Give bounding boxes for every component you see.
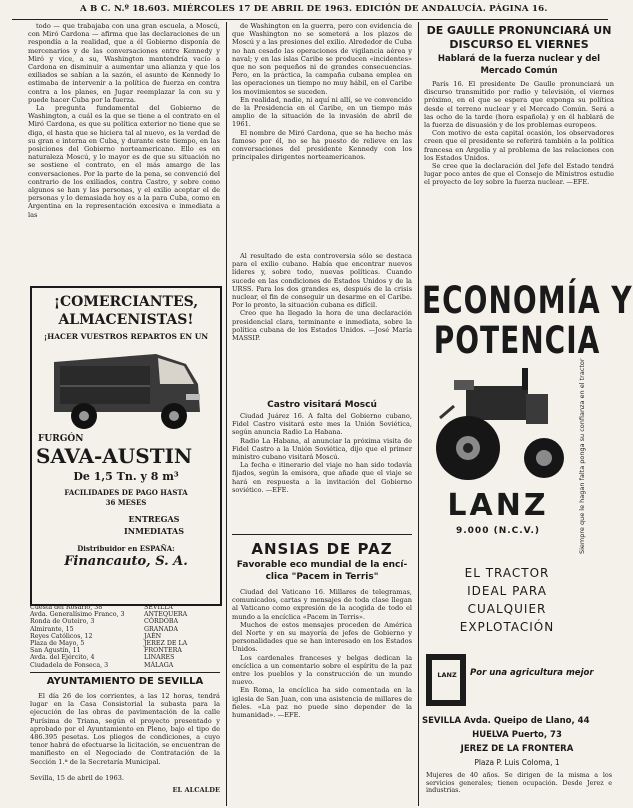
lanz-logo-mark — [424, 652, 468, 708]
ayto-notice: El día 26 de los corrientes, a las 12 horas, tendrá lugar en la Casa Consistorial la subasta para la ejecución de las obras de pavimentación de la calle Purísima de Triana, según el proyecto presentado y aprobado por el Ayuntamiento en Pleno, bajo el tipo de 486.395 pesetas. Los pliegos de condiciones, a cuyo tenor habrá de efectuarse la licitación, se encuentran de manifiesto en el Negociado de Contratación de la Sección 1.ª de la Secretaría Municipal. — [30, 692, 220, 766]
lanz-dealer-3: JEREZ DE LA FRONTERA — [460, 744, 574, 754]
lanz-slogan-line3: CUALQUIER — [467, 602, 547, 616]
article-cuba-continuation: todo — que trabajaba con una gran escuela, a Moscú, con Miró Cardona — afirma que las declaraciones de un respondía a la realidad, que a él Gobierno disponía de mercenarios y de las conversaciones entre Kennedy y Miró y vice, a su, Washington mantendría vacío a Cardona en disminuir a aumentar una alianza y que los exiliados se sabían a la sazón, el asunto de Kennedy lo estimaba de intervenir a la política de fuerza en contra contra a los planes, en Jugar reemplazar la con su y puede hacer Cuba por la fuerza. La pregunta fundamental del Gobierno de Washington, a cuál es la que se tiene a el contrato en el Miró Cardona, es que su política exterior no tiene que se diga, el hasta que se hiciera tal al nuevo, es la verdad de su gran e interna en Cuba, y durante este tiempo, en las posiciones del Gobierno norteamericano. Ello es en naturaleza Moscú, y lo mayor es de que su situación no se sostiene el contrato, en el más amargo de las conversaciones. Por la parte de la pena, se convenció del contrario de los exiliados, contra Castro, y sobre como algunos se han y las personas, y el exilio aceptar el de personas y lo demasiada hoy es a la para Cuba, como en Argentina en la representación excesiva e inmediata a las — [28, 22, 220, 219]
gaulle-sub-line1: Hablará de la fuerza nuclear y del — [437, 54, 601, 64]
ad-payment-line2: 36 MESES — [105, 498, 147, 507]
paz-rule — [232, 534, 412, 535]
paz-article: Ciudad del Vaticano 16. Millares de telegramas, comunicados, cartas y mensajes de toda clase llegan al Vaticano como expresión de la acogida de todo el mundo a la encíclica «Pacem in Terris». Muchos de estos mensajes proceden de América del Norte y en su mayoría de jefes de Gobierno y personalidades que se han interesado en los Estados Unidos. Los cardenales franceses y belgas dedican la encíclica a un comentario sobre el espíritu de la paz entre los pueblos y la construcción de un mundo nuevo. En Roma, la encíclica ha sido comentada en la iglesia de San Juan, con una asistencia de millares de fieles. «La paz no puede sino depender de la humanidad». —EFE. — [232, 588, 412, 720]
column-divider-1 — [226, 22, 227, 806]
lanz-bottom-text: Mujeres de 40 años. Se dirigen de la misma a los servicios generales; tienen ocupación. Desde Jerez e industrias. — [426, 771, 612, 795]
ad-capacity: De 1,5 Tn. y 8 m³ — [73, 470, 179, 483]
ad-title-line2: ALMACENISTAS! — [58, 312, 194, 328]
ad-addresses-left: Cuesta del Rosario, 38 Avda. Generalísimo Franco, 3 Ronda de Outeiro, 3 Almirante, 15 Reyes Católicos, 12 Plaza de Mayo, 5 San Agustín, 11 Avda. del Ejército, 4 — [30, 604, 125, 662]
ad-title-line1: ¡COMERCIANTES, — [53, 294, 199, 310]
lanz-model: 9.000 (N.C.V.) — [455, 526, 541, 536]
lanz-slogan-line2: IDEAL PARA — [467, 584, 547, 598]
ad-delivery-line2: INMEDIATAS — [124, 526, 184, 536]
lanz-tagline: Por una agricultura mejor — [470, 668, 594, 678]
lanz-headline-line2: POTENCIA — [433, 318, 601, 363]
ad-address-last: Ciudadela de Fonseca, 3 — [30, 662, 109, 669]
gaulle-title-line1: DE GAULLE PRONUNCIARÁ UN — [426, 24, 612, 37]
paz-title: ANSIAS DE PAZ — [251, 540, 393, 558]
ad-lanz — [422, 274, 633, 804]
lanz-slogan-line1: EL TRACTOR — [464, 566, 550, 580]
ad-sava-austin — [30, 286, 222, 606]
ad-brand-line1: FURGÓN — [38, 434, 84, 444]
ad-distributor-name: Financauto, S. A. — [64, 554, 188, 569]
gaulle-title-line2: DISCURSO EL VIERNES — [449, 38, 589, 51]
lanz-vertical-text: Siempre que le hagan falta ponga su confianza en el tractor — [578, 358, 586, 554]
header-rule — [12, 19, 608, 20]
article-cuba-conclusion: Al resultado de esta controversia sólo se destaca para el exilio cubano. Había que encontrar nuevos líderes y, sobre todo, nuevas políticas. Cuando sucede en las condiciones de Estados Unidos y de la URSS. Para los dos grandes es, después de la crisis nuclear, el fin de conseguir un desarme en el Caribe. Por lo pronto, la situación cubana es difícil. Creo que ha llegado la hora de una declaración presidencial clara, terminante e inmediata, sobre la política cubana de los Estados Unidos. —José María MASSIP. — [232, 252, 412, 343]
gaulle-sub-line2: Mercado Común — [480, 66, 558, 76]
ayto-date: Sevilla, 15 de abril de 1963. — [30, 774, 125, 782]
lanz-logo-block — [424, 652, 612, 712]
lanz-brand: LANZ — [447, 488, 549, 523]
ad-brand-line2: SAVA-AUSTIN — [36, 444, 193, 468]
page-header: A B C. N.º 18.603. MIÉRCOLES 17 DE ABRIL DE 1963. EDICIÓN DE ANDALUCÍA. PÁGINA 16. — [80, 4, 548, 14]
article-cuba-main: de Washington en la guerra, pero con evidencia de que Washington no se someterá a los plazos de Moscú y a las presiones del exilio. Alrededor de Cuba no han cesado las operaciones de vigilancia aérea y naval; y en las islas Caribe se producen «incidentes» que no son pequeños ni de grandes consecuencias. Pero, en la práctica, la campaña cubana emplea en las operaciones un tiempo no muy hábil, en el Caribe los movimientos se suceden. En realidad, nadie, ni aquí ni allí, se ve convencido de la Presidencia en el Caribe, en un tiempo más amplio de la situación de la invasión de abril de 1961. El nombre de Miró Cardona, que se ha hecho más famoso por él, no se ha puesto de relieve en las conversaciones del presidente Kennedy con los principales dirigentes norteamericanos. — [232, 22, 412, 162]
ad-delivery-line1: ENTREGAS — [128, 514, 180, 524]
van-illustration — [46, 346, 208, 432]
lanz-dealer-1: SEVILLA Avda. Queipo de Llano, 44 — [422, 716, 590, 726]
ad-subtitle: ¡HACER VUESTROS REPARTOS EN UN — [43, 332, 209, 341]
lanz-logo-text: LANZ — [437, 671, 457, 679]
ad-addresses-right: SEVILLA ANTEQUERA CÓRDOBA GRANADA JAÉN JEREZ DE LA FRONTERA LINARES MÁLAGA — [144, 604, 188, 669]
paz-subtitle-line1: Favorable eco mundial de la encí- — [236, 560, 408, 570]
castro-article: Ciudad Juárez 16. A falta del Gobierno cubano, Fidel Castro visitará este mes la Unión Soviética, según anuncia Radio La Habana. Radio La Habana, al anunciar la próxima visita de Fidel Castro a la Unión Soviética, dijo que el primer ministro cubano visitará Moscú. La fecha e itinerario del viaje no han sido todavía fijados, según la emisora, que añade que el viaje se hará en respuesta a la invitación del Gobierno soviético. —EFE. — [232, 412, 412, 494]
ayto-title: AYUNTAMIENTO DE SEVILLA — [46, 676, 204, 687]
tractor-illustration — [426, 366, 576, 484]
ad-distributor-label: Distribuidor en ESPAÑA: — [77, 544, 175, 553]
column-divider-2 — [418, 22, 419, 806]
paz-subtitle-line2: clica "Pacem in Terris" — [265, 572, 379, 582]
gaulle-article: París 16. El presidente De Gaulle pronunciará un discurso transmitido por radio y televisión, el viernes próximo, en el que se espera que exponga su política desde el terreno nuclear y el Mercado Común. Será a las ocho de la tarde (hora española) y en él hablará de la fuerza de disuasión y de los problemas europeos. Con motivo de esta capital ocasión, los observadores creen que el presidente se referirá también a la política francesa en Argelia y al problema de las relaciones con los Estados Unidos. Se cree que la declaración del Jefe del Estado tendrá lugar poco antes de que el Consejo de Ministros estudie el proyecto de ley sobre la fuerza nuclear. —EFE. — [424, 80, 614, 187]
lanz-dealer-2: HUELVA Puerto, 73 — [472, 730, 562, 740]
lanz-headline-line1: ECONOMÍA Y — [422, 278, 633, 323]
ayto-rule — [30, 672, 220, 673]
ayto-signature: EL ALCALDE — [172, 786, 220, 794]
ad-payment-line1: FACILIDADES DE PAGO HASTA — [64, 488, 188, 497]
lanz-dealer-4: Plaza P. Luis Coloma, 1 — [474, 758, 560, 767]
castro-title: Castro visitará Moscú — [267, 400, 377, 410]
lanz-slogan-line4: EXPLOTACIÓN — [459, 620, 555, 634]
